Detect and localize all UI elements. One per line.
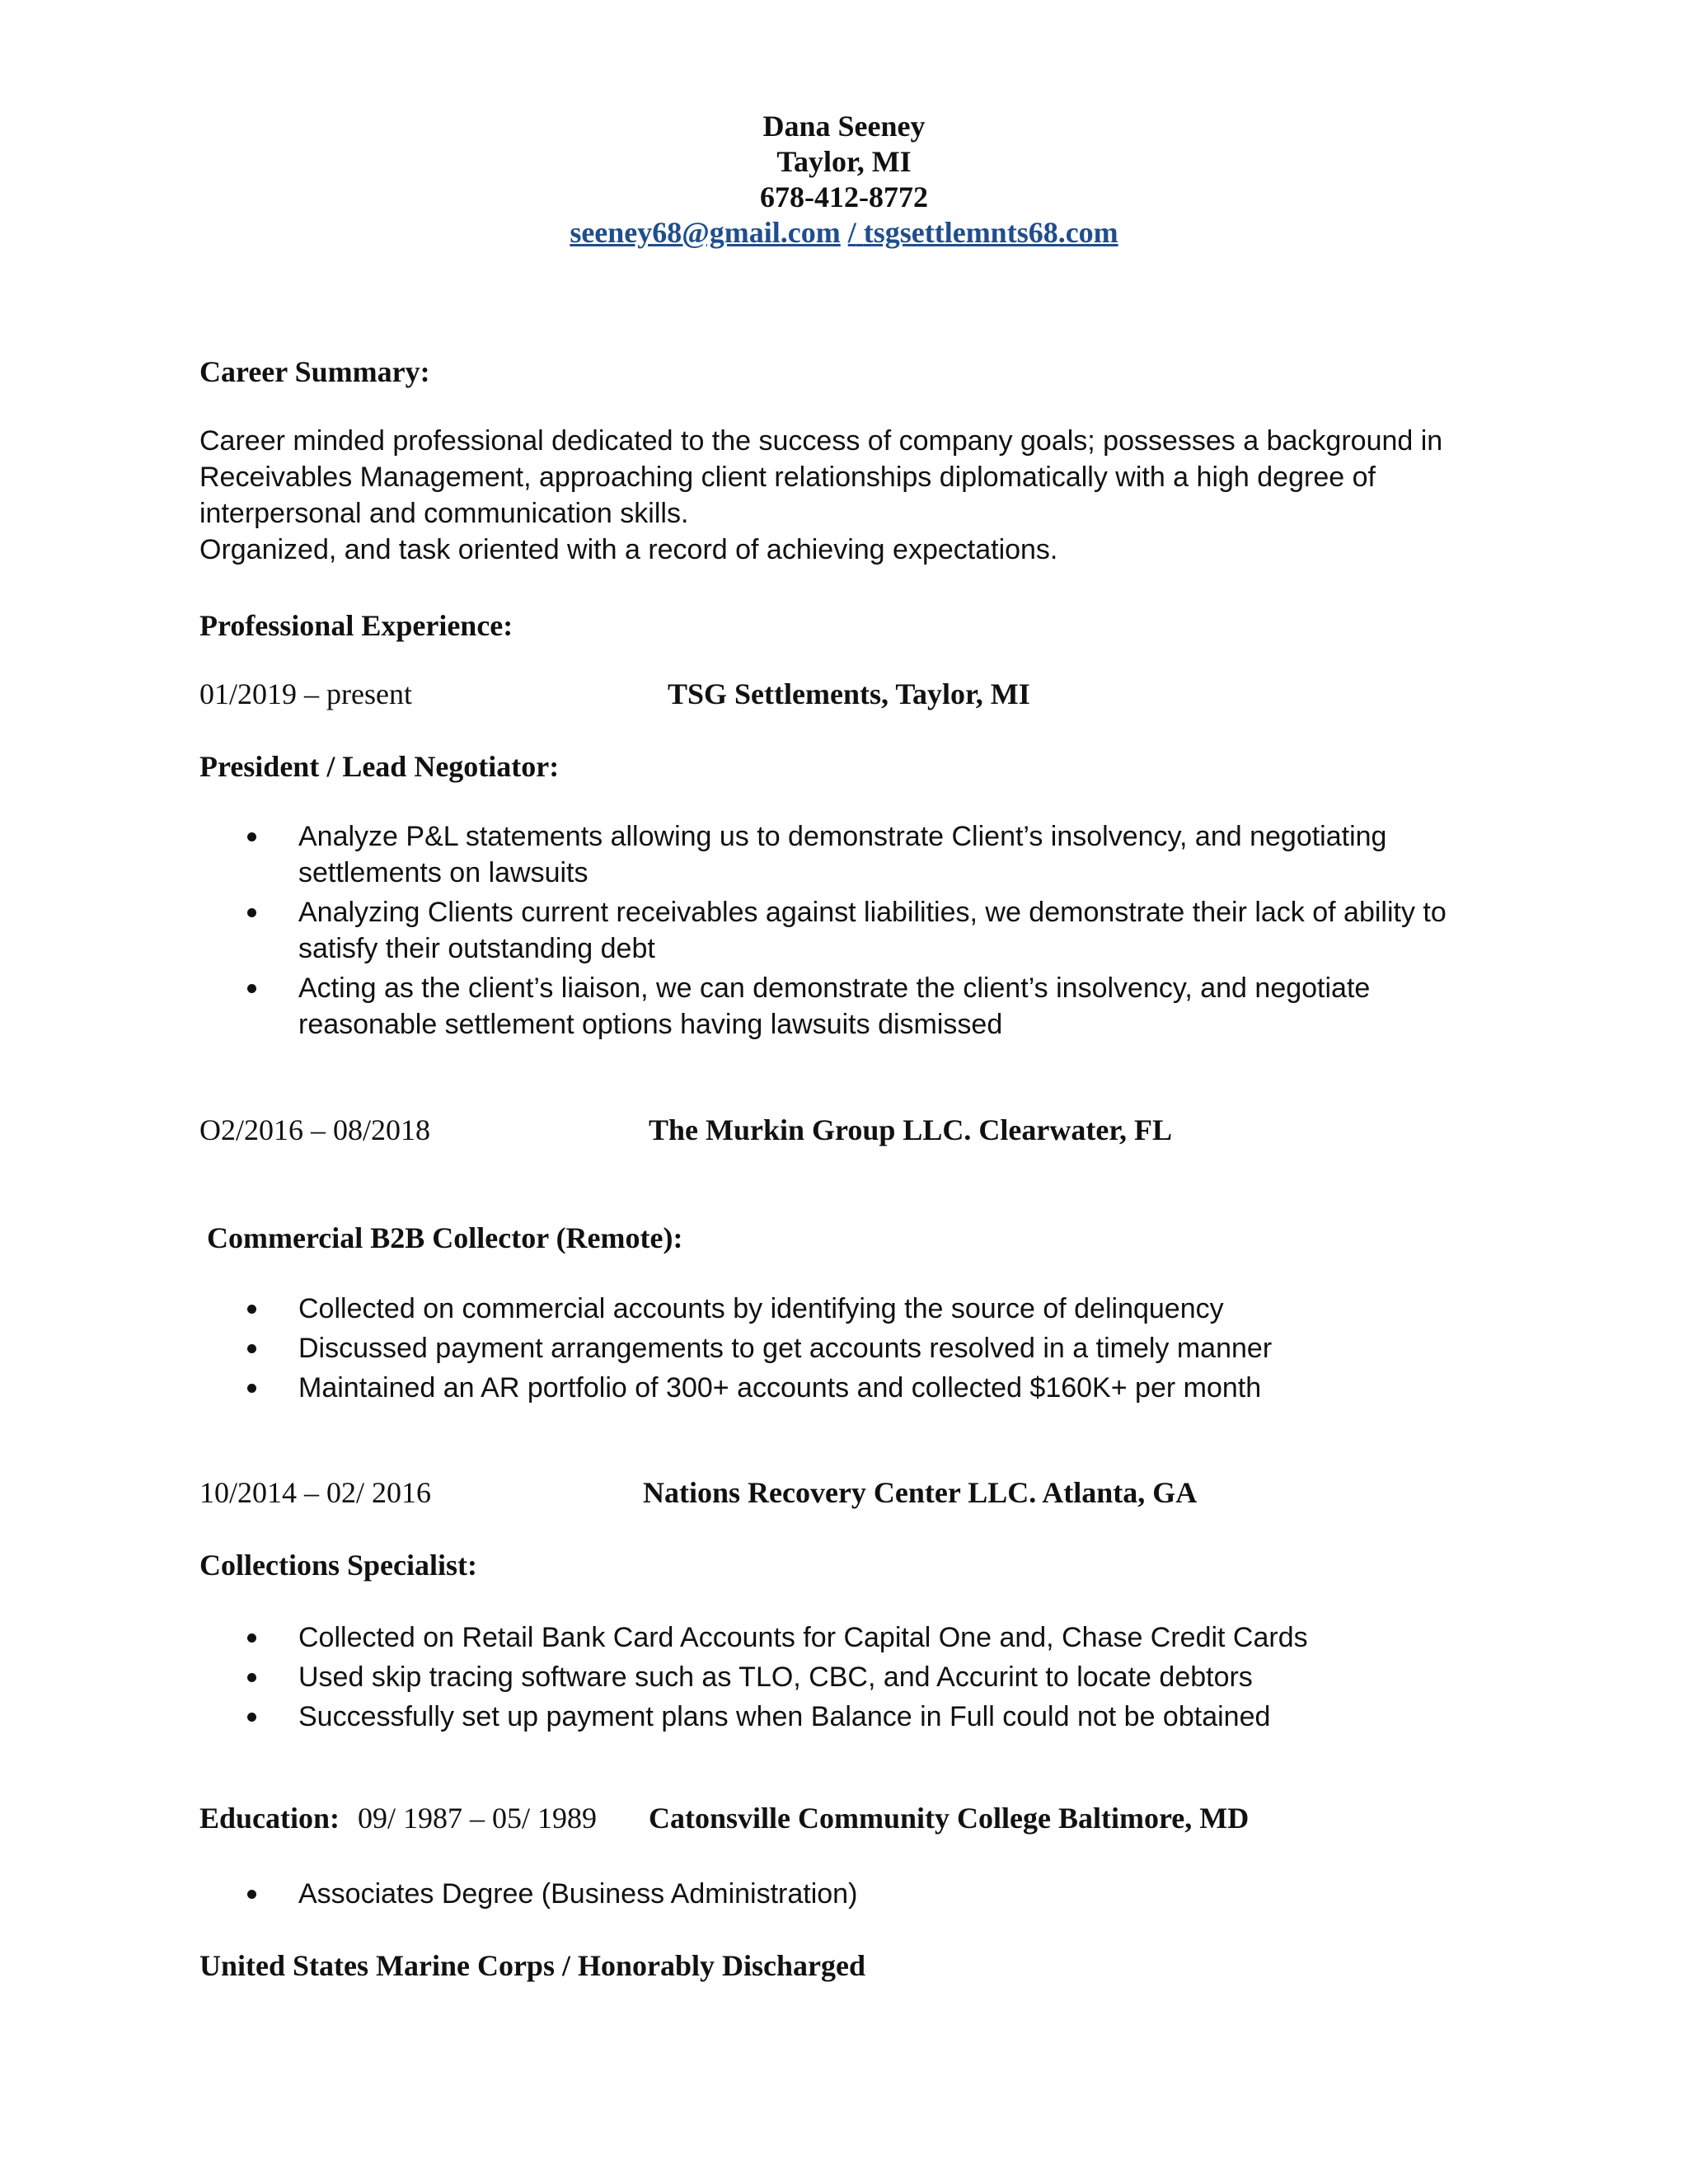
- job-title: President / Lead Negotiator:: [199, 750, 560, 783]
- career-summary-line: interpersonal and communication skills.: [199, 498, 689, 529]
- contact-links: [0, 215, 1688, 250]
- bullet-line: Collected on commercial accounts by identifying the source of delinquency: [298, 1293, 1224, 1324]
- job-dates: 01/2019 – present: [199, 677, 412, 710]
- bullet-icon: [247, 1673, 256, 1682]
- bullet-line: Analyze P&L statements allowing us to demonstrate Client’s insolvency, and negotiating: [298, 821, 1387, 852]
- website-link[interactable]: tsgsettlemnts68.com: [863, 216, 1118, 249]
- job-bullets: [247, 1619, 1533, 1738]
- list-item: [247, 818, 1533, 891]
- bullet-line: Collected on Retail Bank Card Accounts for Capital One and, Chase Credit Cards: [298, 1622, 1308, 1653]
- bullet-icon: [247, 832, 256, 841]
- career-summary-line: Organized, and task oriented with a record of achieving expectations.: [199, 534, 1058, 565]
- job-bullets: [247, 818, 1533, 1046]
- email-link[interactable]: seeney68@gmail.com: [570, 216, 841, 249]
- job-company: The Murkin Group LLC. Clearwater, FL: [649, 1113, 1173, 1146]
- job-company: TSG Settlements, Taylor, MI: [668, 677, 1030, 710]
- list-item: [247, 1876, 1533, 1912]
- education-bullets: [247, 1876, 1533, 1915]
- bullet-line: Acting as the client’s liaison, we can demonstrate the client’s insolvency, and negotiate: [298, 972, 1371, 1004]
- job-company: Nations Recovery Center LLC. Atlanta, GA: [643, 1476, 1198, 1509]
- resume-location: Taylor, MI: [776, 145, 912, 178]
- list-item: [247, 1699, 1533, 1735]
- bullet-line: Discussed payment arrangements to get accounts resolved in a timely manner: [298, 1333, 1273, 1364]
- career-summary-line: Career minded professional dedicated to the success of company goals; possesses a background in: [199, 425, 1443, 457]
- bullet-icon: [247, 1305, 256, 1314]
- bullet-icon: [247, 908, 256, 917]
- bullet-line: settlements on lawsuits: [298, 857, 588, 888]
- experience-heading: Professional Experience:: [199, 609, 513, 642]
- bullet-line: Associates Degree (Business Administration): [298, 1878, 858, 1910]
- list-item: [247, 894, 1533, 967]
- list-item: [247, 1291, 1533, 1327]
- job-dates: 10/2014 – 02/ 2016: [199, 1476, 432, 1509]
- job-title: Collections Specialist:: [199, 1549, 477, 1582]
- job-dates: O2/2016 – 08/2018: [199, 1113, 431, 1146]
- bullet-line: Successfully set up payment plans when Balance in Full could not be obtained: [298, 1701, 1271, 1732]
- bullet-line: Maintained an AR portfolio of 300+ accounts and collected $160K+ per month: [298, 1372, 1262, 1404]
- resume-phone: 678-412-8772: [760, 180, 928, 213]
- military-service: United States Marine Corps / Honorably Discharged: [199, 1949, 865, 1982]
- list-item: [247, 1619, 1533, 1656]
- bullet-icon: [247, 1344, 256, 1353]
- list-item: [247, 1330, 1533, 1366]
- link-separator: [848, 216, 864, 249]
- list-item: [247, 1370, 1533, 1406]
- separator-text: /: [847, 216, 856, 249]
- career-summary-line: Receivables Management, approaching client relationships diplomatically with a high degree of: [199, 462, 1376, 493]
- bullet-line: satisfy their outstanding debt: [298, 933, 655, 964]
- career-summary-heading: Career Summary:: [199, 355, 430, 388]
- bullet-line: Analyzing Clients current receivables against liabilities, we demonstrate their lack of ability to: [298, 897, 1447, 928]
- career-summary-paragraph: [199, 423, 1485, 568]
- bullet-line: Used skip tracing software such as TLO, CBC, and Accurint to locate debtors: [298, 1661, 1253, 1693]
- bullet-line: reasonable settlement options having lawsuits dismissed: [298, 1009, 1003, 1040]
- education-dates: 09/ 1987 – 05/ 1989: [358, 1802, 598, 1835]
- bullet-icon: [247, 1384, 256, 1393]
- bullet-icon: [247, 1633, 256, 1643]
- education-heading: Education:: [199, 1802, 340, 1835]
- education-school: Catonsville Community College Baltimore, MD: [649, 1802, 1250, 1835]
- bullet-icon: [247, 1713, 256, 1722]
- resume-name: Dana Seeney: [762, 110, 926, 143]
- list-item: [247, 1659, 1533, 1695]
- bullet-icon: [247, 1890, 256, 1899]
- list-item: [247, 970, 1533, 1043]
- job-bullets: [247, 1291, 1533, 1409]
- bullet-icon: [247, 984, 256, 993]
- job-title: Commercial B2B Collector (Remote):: [207, 1221, 683, 1254]
